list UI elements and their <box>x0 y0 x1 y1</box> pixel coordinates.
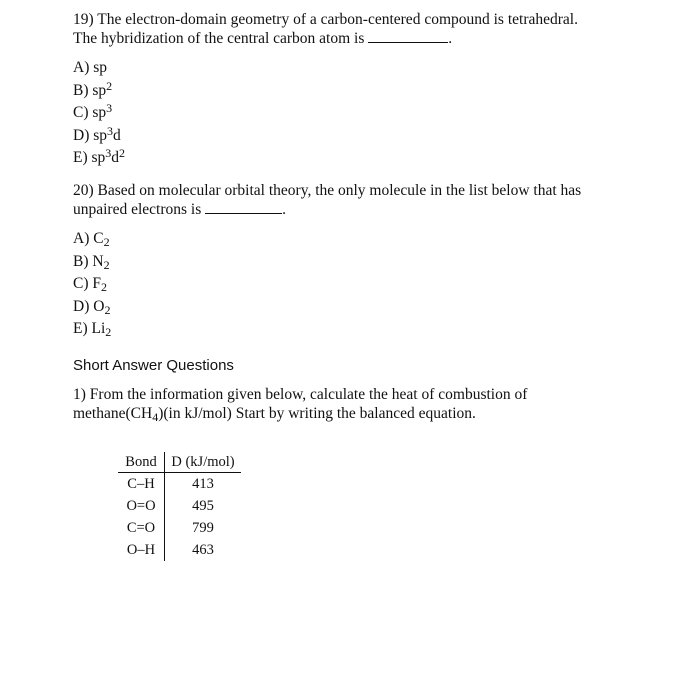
option-subscript: 2 <box>101 280 107 294</box>
short-answer-heading: Short Answer Questions <box>73 357 234 374</box>
option-superscript: 3 <box>107 123 114 138</box>
question-20-period: . <box>282 201 287 218</box>
option-subscript: 2 <box>104 302 111 317</box>
column-header-energy: D (kJ/mol) <box>165 452 242 473</box>
table-row <box>118 495 241 517</box>
question-20-option-c <box>73 273 633 296</box>
table-header-row <box>118 452 241 473</box>
question-19-option-d <box>73 125 633 148</box>
question-19-option-a <box>73 57 633 80</box>
question-19-line-2 <box>73 29 633 48</box>
option-label: B) sp <box>73 81 107 99</box>
question-20-option-b <box>73 251 633 274</box>
option-label: E) Li <box>73 320 106 337</box>
bond-cell: C–H <box>118 473 165 496</box>
option-superscript: 2 <box>106 78 113 93</box>
question-20-option-a <box>73 228 633 251</box>
q1-text-b: )(in kJ/mol) Start by writing the balanced equation. <box>158 405 476 422</box>
answer-blank <box>205 201 282 214</box>
question-20-line-2-text: unpaired electrons is <box>73 201 202 218</box>
q1-text-a: methane(CH <box>73 405 153 422</box>
bond-cell: O–H <box>118 539 165 561</box>
question-20-options <box>73 228 633 341</box>
option-superscript-2: 2 <box>119 146 126 160</box>
option-label: C) F <box>73 275 101 292</box>
option-label: A) C <box>73 230 104 247</box>
energy-cell: 799 <box>192 519 214 536</box>
question-19-period: . <box>448 30 453 47</box>
table-row <box>118 517 241 539</box>
question-19-option-e <box>73 147 633 170</box>
option-superscript: 3 <box>105 146 112 160</box>
question-20-option-e <box>73 318 633 341</box>
question-20-line-1: 20) Based on molecular orbital theory, the only molecule in the list below that has <box>73 182 582 199</box>
question-20-line-2 <box>73 200 633 219</box>
answer-blank <box>368 30 448 43</box>
option-label: D) sp <box>73 126 108 144</box>
column-header-bond: Bond <box>118 452 165 473</box>
question-19 <box>73 10 633 170</box>
short-answer-q1-line-1: 1) From the information given below, calculate the heat of combustion of <box>73 386 528 403</box>
question-19-option-b <box>73 80 633 103</box>
bond-energy-table <box>118 452 241 561</box>
energy-cell: 413 <box>192 475 214 492</box>
bond-cell: C=O <box>118 517 165 539</box>
option-label: A) sp <box>73 59 108 76</box>
question-20 <box>73 181 633 341</box>
bond-cell: O=O <box>118 495 165 517</box>
option-label: B) N <box>73 252 104 270</box>
option-orbital: d <box>111 149 120 166</box>
table-row <box>118 539 241 561</box>
table-row <box>118 473 241 496</box>
option-label: E) sp <box>73 149 106 166</box>
option-label: D) O <box>73 297 105 315</box>
option-orbital: d <box>113 126 121 144</box>
energy-cell: 495 <box>192 497 214 514</box>
question-20-option-d <box>73 296 633 319</box>
question-19-option-c <box>73 102 633 125</box>
question-19-line-2-text: The hybridization of the central carbon atom is <box>73 30 365 47</box>
option-subscript: 2 <box>105 325 112 339</box>
option-subscript: 2 <box>103 235 110 249</box>
option-label: C) sp <box>73 104 107 121</box>
question-19-options <box>73 57 633 170</box>
energy-cell: 463 <box>192 541 214 558</box>
q1-subscript: 4 <box>152 410 159 424</box>
short-answer-question-1 <box>73 385 633 423</box>
option-subscript: 2 <box>103 257 110 272</box>
short-answer-q1-line-2 <box>73 404 633 423</box>
option-superscript: 3 <box>106 101 113 115</box>
question-19-line-1: 19) The electron-domain geometry of a carbon-centered compound is tetrahedral. <box>73 11 578 28</box>
